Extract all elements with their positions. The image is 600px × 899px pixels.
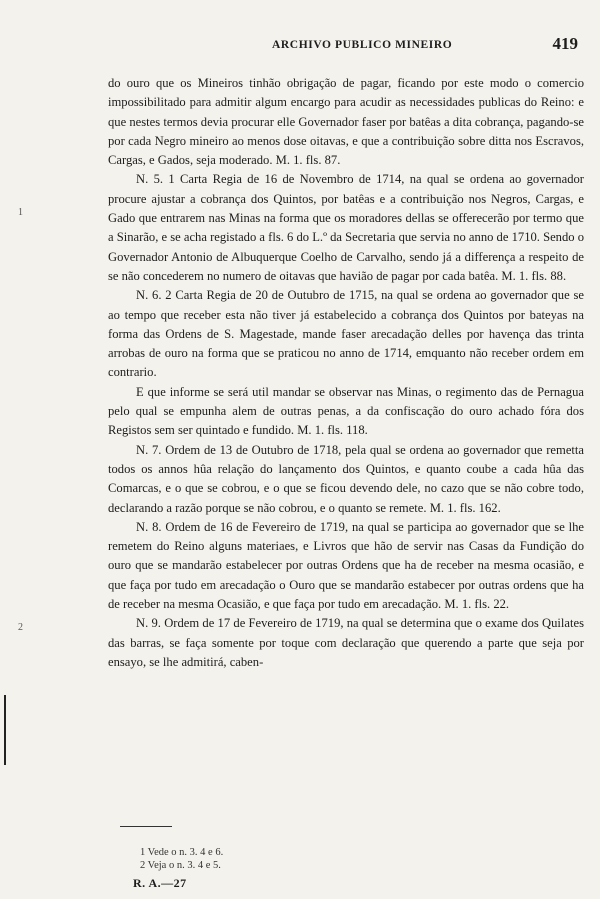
margin-rule [4,695,6,765]
footnotes [140,846,440,872]
footnote: 2 Veja o n. 3. 4 e 5. [140,860,221,871]
footnote: 1 Vede o n. 3. 4 e 6. [140,847,224,858]
paragraph: N. 7. Ordem de 13 de Outubro de 1718, pela qual se ordena ao governador que remetta todos os annos hûa relação do lançamento dos Quintos, e quanto coube a cada hûa das Comarcas, e o que se cobrou, e o que se ficou devendo dele, no cazo que se não cobre todo, declarando a razão porque se não cobrou, e o quanto se remete. M. 1. fls. 162. [108,442,584,515]
page-number: 419 [552,34,578,53]
margin-mark: 1 [18,207,23,218]
paragraph: N. 6. 2 Carta Regia de 20 de Outubro de 1715, na qual se ordena ao governador que se ao tempo que receber esta não tiver já estabelecido a cobrança dos Quintos por bateyas na forma das Ordens de S. Magestade, mande faser arecadação delles por havença das trinta arrobas de ouro na forma que se praticou no anno de 1714, emquanto não receber ordem em contrario. [108,288,584,380]
paragraph: N. 5. 1 Carta Regia de 16 de Novembro de 1714, na qual se ordena ao governador procure ajustar a cobrança dos Quintos, por batêas e a contribuição nos Negros, Cargas, e Gado que entrarem nas Minas na forma que os moradores dellas se offerecerão por termo que a Sinarão, e se acha registado a fls. 6 do L.º da Secretaria que servia no anno de 1710. Sendo o Governador Antonio de Albuquerque Coelho de Carvalho, sendo já a differença a respeito de se não concederem no numero de oitavas que havião de pagar por cada batêa. M. 1. fls. 88. [108,172,585,283]
paragraph: N. 9. Ordem de 17 de Fevereiro de 1719, na qual se determina que o exame dos Quilates das barras, se faça somente por toque com declaração que querendo a parte que seja por ensayo, se lhe admitirá, caben- [108,616,584,669]
paragraph: do ouro que os Mineiros tinhão obrigação de pagar, ficando por este modo o comercio impossibilitado para admitir algum encargo para acudir as necessidades publicas do Reino: e que nestes termos devia procurar elle Governador faser por batêas a dita cobrança, pagando-se por cada Negro mineiro ao menos dose oitavas, e que a contribuição sobre ditta nos Escravos, Cargas, e Gados, seja moderado. M. 1. fls. 87. [108,76,584,168]
paragraph: E que informe se será util mandar se observar nas Minas, o regimento das de Pernagua pelo qual se empunha alem de outras penas, a da confiscação do ouro achado fóra dos Registos sem ser quintado e fundido. M. 1. fls. 118. [108,384,584,438]
page-header [250,34,586,58]
body-text [108,74,584,672]
margin-mark: 2 [18,622,23,633]
footnote-divider [120,826,172,827]
running-title: ARCHIVO PUBLICO MINEIRO [272,39,453,51]
paragraph: N. 8. Ordem de 16 de Fevereiro de 1719, na qual se participa ao governador que se lhe remetem do Reino alguns materiaes, e Livros que hão de servir nas Casas da Fundição do ouro que se mandarão estabelecer por outras Ordens que ha de receber na mesma ocasião, e que faça por tudo em arecadação o Ouro que se mandarão estabecer por outras ordens que ha de receber na mesma Ocasião, e que faça por tudo em arecadação. M. 1. fls. 22. [108,519,584,612]
signature-mark: R. A.—27 [133,876,187,890]
